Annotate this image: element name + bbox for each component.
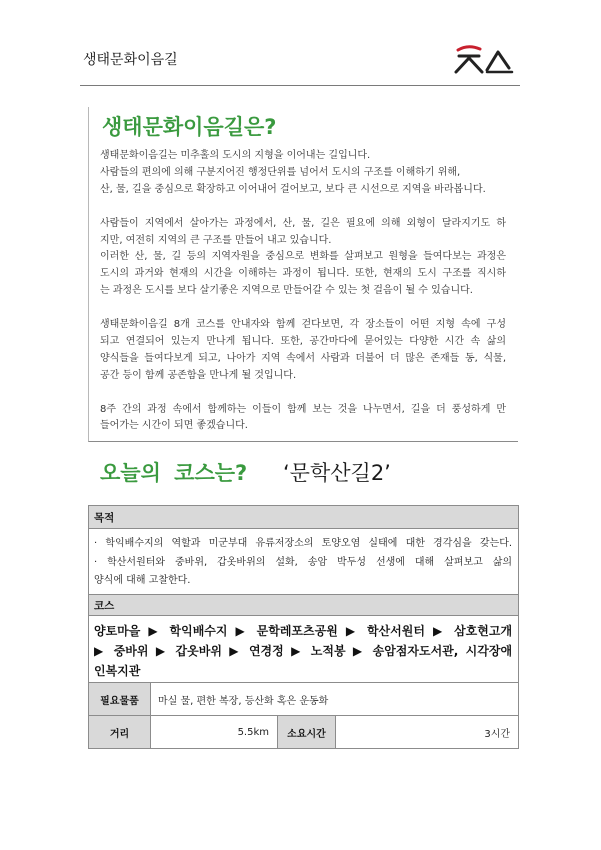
- intro-paragraph-4: [100, 402, 506, 436]
- logo-left-chevron: [456, 58, 482, 72]
- course-info-table: [88, 505, 519, 749]
- text-line: 생태문화이음길는 미추홀의 도시의 지형을 이어내는 길입니다.: [100, 150, 371, 161]
- header-divider: [80, 85, 520, 86]
- today-course-name: ‘문학산길2’: [283, 461, 391, 485]
- course-header-row: [89, 595, 519, 616]
- intro-paragraph-1: [100, 148, 506, 199]
- course-label: 코스: [89, 595, 519, 616]
- text-line: 되고 연결되어 있는지 만나게 됩니다. 또한, 공간마다에 묻어있는 다양한 시간 속 삶의: [100, 335, 506, 347]
- text-line: 생태문화이음길 8개 코스를 안내자와 함께 걷다보면, 각 장소들이 어떤 지형 속에 구성: [100, 319, 506, 331]
- logo-red-arc: [458, 47, 480, 50]
- brand-logo: [452, 43, 514, 75]
- duration-label: 소요시간: [278, 716, 336, 749]
- text-line: 사람들이 지역에서 살아가는 과정에서, 산, 물, 길은 필요에 의해 외형이 달라지기도 하: [100, 217, 506, 229]
- intro-title: 생태문화이음길은?: [102, 115, 277, 139]
- course-row: [89, 616, 519, 683]
- text-line: 8주 간의 과정 속에서 함께하는 이들이 함께 보는 것을 나누면서, 길을 더 풍성하게 만: [100, 403, 506, 415]
- text-line: 사람들의 편의에 의해 구분지어진 행정단위를 넘어서 도시의 구조를 이해하기 위해,: [100, 166, 461, 178]
- course-route-line: ▶ 중바위 ▶ 갑옷바위 ▶ 연경정 ▶ 노적봉 ▶ 송암점자도서관, 시각장애: [94, 644, 513, 658]
- intro-body: [100, 148, 506, 452]
- text-line: 도시의 과거와 현재의 시간을 이해하는 과정이 됩니다. 또한, 현재의 도시 구조를 직시하: [100, 268, 506, 280]
- text-line: 들어가는 시간이 되면 좋겠습니다.: [100, 420, 248, 432]
- text-line: 지만, 여전히 지역의 큰 구조를 만들어 내고 있습니다.: [100, 234, 332, 246]
- purpose-line: · 학산서원터와 중바위, 갑옷바위의 설화, 송암 박두성 선생에 대해 살펴보고 삶의: [94, 556, 513, 568]
- course-route-line: 인복지관: [94, 664, 141, 678]
- logo-right-chevron: [487, 52, 509, 70]
- text-line: 는 과정은 도시를 보다 살기좋은 지역으로 만들어갈 수 있는 첫 걸음이 될 수 있습니다.: [100, 285, 473, 297]
- text-line: 이러한 산, 물, 길 등의 지역자원을 중심으로 변화를 살펴보고 원형을 들여다보는 과정은: [100, 251, 506, 263]
- text-line: 양식들을 들여다보게 되고, 나아가 지역 속에서 사람과 더불어 더 많은 존재들 동, 식물,: [100, 352, 506, 364]
- distance-label: 거리: [89, 716, 151, 749]
- distance-duration-row: [89, 716, 519, 749]
- distance-value: 5.5km: [151, 716, 278, 749]
- items-label: 필요물품: [89, 683, 151, 716]
- purpose-row: [89, 529, 519, 595]
- intro-paragraph-3: [100, 317, 506, 385]
- purpose-content: [89, 529, 519, 595]
- course-route: [89, 616, 519, 683]
- intro-paragraph-2: [100, 216, 506, 301]
- today-course-heading: 오늘의 코스는?: [100, 461, 248, 485]
- duration-value: 3시간: [336, 716, 519, 749]
- purpose-line: · 학익배수지의 역할과 미군부대 유류저장소의 토양오염 실태에 대한 경각심을 갖는다.: [94, 538, 513, 549]
- items-value: 마실 물, 편한 복장, 등산화 혹은 운동화: [151, 683, 519, 716]
- purpose-label: 목적: [89, 506, 519, 529]
- document-header-title: 생태문화이음길: [83, 52, 178, 68]
- text-line: 산, 물, 길을 중심으로 확장하고 이어내어 걸어보고, 보다 큰 시선으로 지역을 바라봅니다.: [100, 183, 486, 195]
- course-route-line: 양토마을 ▶ 학익배수지 ▶ 문학레포츠공원 ▶ 학산서원터 ▶ 삼호현고개: [94, 624, 513, 638]
- items-row: [89, 683, 519, 716]
- purpose-line: 양식에 대해 고찰한다.: [94, 575, 191, 586]
- purpose-header-row: [89, 506, 519, 529]
- text-line: 공간 등이 함께 공존함을 만나게 될 것입니다.: [100, 369, 297, 381]
